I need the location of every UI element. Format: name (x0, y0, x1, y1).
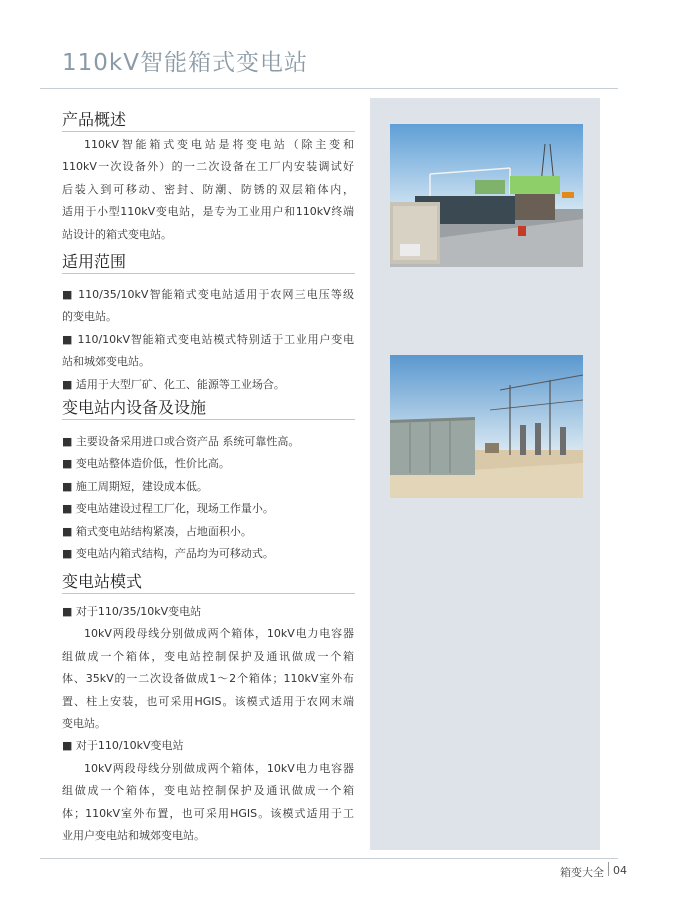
footer-divider (40, 858, 618, 859)
text-line: 组做成一个箱体，变电站控制保护及通讯做成一个箱 (62, 649, 354, 663)
section-divider-scope (62, 273, 355, 274)
page-number: 04 (613, 864, 627, 877)
mode-item-heading: ■ 对于110/10kV变电站 (62, 739, 184, 753)
text-line: 体；110kV室外布置，也可采用HGIS。该模式适用于工 (62, 806, 354, 820)
text-line: 体、35kV的一二次设备做成1～2个箱体；110kV室外布 (62, 672, 354, 686)
scope-list (62, 284, 354, 396)
text-line: 后装入到可移动、密封、防潮、防锈的双层箱体内， (62, 182, 354, 196)
text-line: 10kV两段母线分别做成两个箱体，10kV电力电容器 (84, 627, 354, 641)
list-item: ■ 箱式变电站结构紧凑，占地面积小。 (62, 524, 252, 538)
equipment-list (62, 431, 354, 565)
list-item: ■ 变电站整体造价低，性价比高。 (62, 457, 230, 471)
text-line: 适用于小型110kV变电站，是专为工业用户和110kV终端 (62, 205, 354, 219)
text-line: 110kV一次设备外）的一二次设备在工厂内安装调试好 (62, 160, 354, 174)
list-item: ■ 适用于大型厂矿、化工、能源等工业场合。 (62, 377, 285, 391)
text-line: 置、柱上安装，也可采用HGIS。该模式适用于农网末端 (62, 694, 354, 708)
text-line: 10kV两段母线分别做成两个箱体，10kV电力电容器 (84, 761, 354, 775)
list-item-continuation: 的变电站。 (62, 310, 117, 324)
section-divider-modes (62, 593, 355, 594)
section-heading-equipment: 变电站内设备及设施 (62, 398, 207, 417)
footer-label: 箱变大全 (560, 866, 604, 879)
section-heading-overview: 产品概述 (62, 110, 127, 129)
list-item-continuation: 站和城郊变电站。 (62, 355, 150, 369)
page-title: 110kV智能箱式变电站 (62, 50, 308, 76)
list-item: ■ 施工周期短，建设成本低。 (62, 479, 208, 493)
substation-photo-top (390, 124, 583, 267)
section-heading-modes: 变电站模式 (62, 572, 143, 591)
list-item: ■ 主要设备采用进口或合资产品 系统可靠性高。 (62, 435, 300, 448)
text-line: 变电站。 (62, 717, 106, 731)
modes-paragraph (62, 601, 354, 847)
list-item: ■ 变电站内箱式结构，产品均为可移动式。 (62, 547, 274, 561)
title-divider (40, 88, 618, 89)
substation-photo-bottom (390, 355, 583, 498)
substation-photo-top-image (390, 124, 583, 267)
list-item: ■ 110/10kV智能箱式变电站模式特别适于工业用户变电 (62, 332, 354, 346)
overview-paragraph (62, 134, 354, 246)
text-line: 110kV智能箱式变电站是将变电站（除主变和 (84, 138, 354, 151)
footer-separator (608, 862, 609, 876)
substation-photo-bottom-image (390, 355, 583, 498)
section-heading-scope: 适用范围 (62, 252, 127, 271)
text-line: 站设计的箱式变电站。 (62, 227, 172, 241)
text-line: 组做成一个箱体，变电站控制保护及通讯做成一个箱 (62, 784, 354, 798)
text-line: 业用户变电站和城郊变电站。 (62, 829, 205, 843)
section-divider-equipment (62, 419, 355, 420)
list-item: ■ 变电站建设过程工厂化，现场工作量小。 (62, 502, 274, 516)
list-item: ■ 110/35/10kV智能箱式变电站适用于农网三电压等级 (62, 288, 354, 301)
section-divider-overview (62, 131, 355, 132)
mode-item-heading: ■ 对于110/35/10kV变电站 (62, 605, 202, 618)
